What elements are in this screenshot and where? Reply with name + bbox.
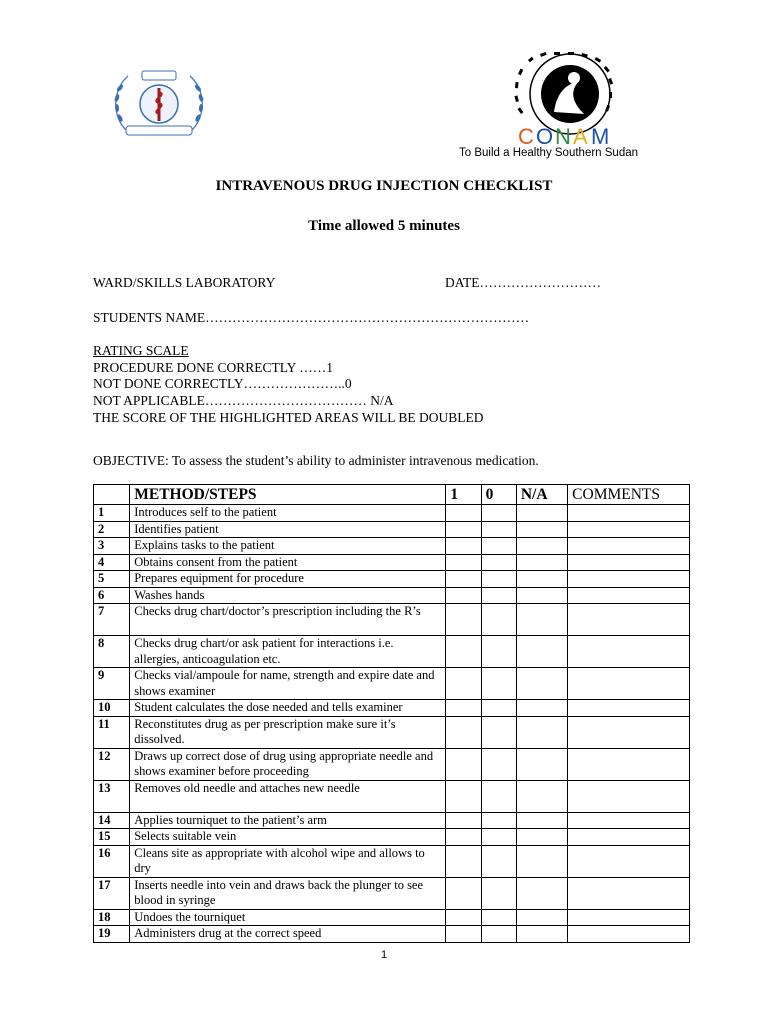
header-one: 1 bbox=[446, 485, 481, 505]
step-number: 6 bbox=[94, 587, 130, 604]
conam-logo bbox=[498, 52, 648, 152]
step-text: Checks vial/ampoule for name, strength and expire date and shows examiner bbox=[130, 668, 446, 700]
rating-line-correct: PROCEDURE DONE CORRECTLY ……1 bbox=[93, 360, 334, 375]
date-field: DATE……………………… bbox=[445, 275, 601, 290]
comments-cell[interactable] bbox=[568, 505, 690, 522]
table-header-row bbox=[94, 485, 690, 505]
rating-line-na: NOT APPLICABLE……………………………… N/A bbox=[93, 393, 394, 408]
score-zero-cell[interactable] bbox=[481, 538, 516, 555]
score-zero-cell[interactable] bbox=[481, 909, 516, 926]
step-text: Washes hands bbox=[130, 587, 446, 604]
score-zero-cell[interactable] bbox=[481, 780, 516, 812]
comments-cell[interactable] bbox=[568, 780, 690, 812]
score-zero-cell[interactable] bbox=[481, 554, 516, 571]
header-na: N/A bbox=[516, 485, 567, 505]
score-one-cell[interactable] bbox=[446, 829, 481, 846]
document-title: INTRAVENOUS DRUG INJECTION CHECKLIST bbox=[215, 178, 553, 194]
score-na-cell[interactable] bbox=[516, 636, 567, 668]
comments-cell[interactable] bbox=[568, 571, 690, 588]
step-number: 16 bbox=[94, 845, 130, 877]
step-number: 17 bbox=[94, 877, 130, 909]
step-text: Administers drug at the correct speed bbox=[130, 926, 446, 943]
score-na-cell[interactable] bbox=[516, 668, 567, 700]
svg-text:O: O bbox=[536, 124, 555, 149]
score-na-cell[interactable] bbox=[516, 829, 567, 846]
rating-line-doubled: THE SCORE OF THE HIGHLIGHTED AREAS WILL BE DOUBLED bbox=[93, 410, 484, 425]
score-zero-cell[interactable] bbox=[481, 668, 516, 700]
page-number: 1 bbox=[380, 949, 388, 961]
score-na-cell[interactable] bbox=[516, 877, 567, 909]
svg-text:A: A bbox=[573, 124, 589, 149]
table-row bbox=[94, 604, 690, 636]
comments-cell[interactable] bbox=[568, 812, 690, 829]
step-text: Cleans site as appropriate with alcohol wipe and allows to dry bbox=[130, 845, 446, 877]
comments-cell[interactable] bbox=[568, 587, 690, 604]
score-zero-cell[interactable] bbox=[481, 845, 516, 877]
svg-text:C: C bbox=[518, 124, 535, 149]
score-one-cell[interactable] bbox=[446, 909, 481, 926]
score-one-cell[interactable] bbox=[446, 521, 481, 538]
students-name-field: STUDENTS NAME……………………………………………………………… bbox=[93, 310, 530, 325]
comments-cell[interactable] bbox=[568, 521, 690, 538]
score-zero-cell[interactable] bbox=[481, 812, 516, 829]
header-number bbox=[94, 485, 130, 505]
objective: OBJECTIVE: To assess the student’s ability to administer intravenous medication. bbox=[93, 453, 539, 468]
step-number: 10 bbox=[94, 700, 130, 717]
step-text: Introduces self to the patient bbox=[130, 505, 446, 522]
table-row bbox=[94, 780, 690, 812]
score-na-cell[interactable] bbox=[516, 748, 567, 780]
step-number: 7 bbox=[94, 604, 130, 636]
score-zero-cell[interactable] bbox=[481, 877, 516, 909]
score-zero-cell[interactable] bbox=[481, 636, 516, 668]
step-number: 13 bbox=[94, 780, 130, 812]
table-row bbox=[94, 716, 690, 748]
step-text: Identifies patient bbox=[130, 521, 446, 538]
score-na-cell[interactable] bbox=[516, 521, 567, 538]
checklist-table bbox=[93, 484, 690, 943]
svg-text:N: N bbox=[555, 124, 572, 149]
score-one-cell[interactable] bbox=[446, 668, 481, 700]
step-number: 1 bbox=[94, 505, 130, 522]
step-text: Inserts needle into vein and draws back the plunger to see blood in syringe bbox=[130, 877, 446, 909]
score-zero-cell[interactable] bbox=[481, 571, 516, 588]
step-number: 14 bbox=[94, 812, 130, 829]
score-na-cell[interactable] bbox=[516, 554, 567, 571]
step-text: Applies tourniquet to the patient’s arm bbox=[130, 812, 446, 829]
step-text: Obtains consent from the patient bbox=[130, 554, 446, 571]
step-text: Selects suitable vein bbox=[130, 829, 446, 846]
comments-cell[interactable] bbox=[568, 829, 690, 846]
comments-cell[interactable] bbox=[568, 554, 690, 571]
step-number: 3 bbox=[94, 538, 130, 555]
comments-cell[interactable] bbox=[568, 845, 690, 877]
score-one-cell[interactable] bbox=[446, 505, 481, 522]
score-na-cell[interactable] bbox=[516, 926, 567, 943]
score-zero-cell[interactable] bbox=[481, 521, 516, 538]
step-number: 9 bbox=[94, 668, 130, 700]
header-steps: METHOD/STEPS bbox=[130, 485, 446, 505]
score-one-cell[interactable] bbox=[446, 877, 481, 909]
score-na-cell[interactable] bbox=[516, 700, 567, 717]
table-row bbox=[94, 845, 690, 877]
step-text: Removes old needle and attaches new needle bbox=[130, 780, 446, 812]
score-one-cell[interactable] bbox=[446, 538, 481, 555]
step-text: Prepares equipment for procedure bbox=[130, 571, 446, 588]
score-zero-cell[interactable] bbox=[481, 829, 516, 846]
score-na-cell[interactable] bbox=[516, 538, 567, 555]
ministry-of-health-logo bbox=[108, 68, 210, 140]
score-one-cell[interactable] bbox=[446, 926, 481, 943]
table-row bbox=[94, 668, 690, 700]
table-row bbox=[94, 554, 690, 571]
step-number: 15 bbox=[94, 829, 130, 846]
step-text: Draws up correct dose of drug using appropriate needle and shows examiner before proceeding bbox=[130, 748, 446, 780]
header-zero: 0 bbox=[481, 485, 516, 505]
score-na-cell[interactable] bbox=[516, 909, 567, 926]
score-one-cell[interactable] bbox=[446, 604, 481, 636]
score-zero-cell[interactable] bbox=[481, 505, 516, 522]
comments-cell[interactable] bbox=[568, 538, 690, 555]
score-zero-cell[interactable] bbox=[481, 716, 516, 748]
step-text: Student calculates the dose needed and tells examiner bbox=[130, 700, 446, 717]
score-zero-cell[interactable] bbox=[481, 926, 516, 943]
step-text: Checks drug chart/doctor’s prescription including the R’s bbox=[130, 604, 446, 636]
step-number: 19 bbox=[94, 926, 130, 943]
step-number: 2 bbox=[94, 521, 130, 538]
score-one-cell[interactable] bbox=[446, 554, 481, 571]
score-zero-cell[interactable] bbox=[481, 700, 516, 717]
score-zero-cell[interactable] bbox=[481, 604, 516, 636]
table-row bbox=[94, 505, 690, 522]
table-row bbox=[94, 571, 690, 588]
comments-cell[interactable] bbox=[568, 716, 690, 748]
table-row bbox=[94, 829, 690, 846]
table-row bbox=[94, 877, 690, 909]
rating-line-incorrect: NOT DONE CORRECTLY…………………..0 bbox=[93, 376, 352, 391]
table-row bbox=[94, 926, 690, 943]
score-zero-cell[interactable] bbox=[481, 587, 516, 604]
comments-cell[interactable] bbox=[568, 877, 690, 909]
step-text: Undoes the tourniquet bbox=[130, 909, 446, 926]
step-number: 12 bbox=[94, 748, 130, 780]
score-na-cell[interactable] bbox=[516, 571, 567, 588]
score-na-cell[interactable] bbox=[516, 587, 567, 604]
score-na-cell[interactable] bbox=[516, 845, 567, 877]
comments-cell[interactable] bbox=[568, 636, 690, 668]
table-row bbox=[94, 748, 690, 780]
comments-cell[interactable] bbox=[568, 604, 690, 636]
score-na-cell[interactable] bbox=[516, 716, 567, 748]
rating-scale-heading: RATING SCALE bbox=[93, 343, 189, 358]
score-one-cell[interactable] bbox=[446, 716, 481, 748]
step-number: 8 bbox=[94, 636, 130, 668]
step-text: Checks drug chart/or ask patient for interactions i.e. allergies, anticoagulation etc. bbox=[130, 636, 446, 668]
score-na-cell[interactable] bbox=[516, 812, 567, 829]
score-na-cell[interactable] bbox=[516, 505, 567, 522]
comments-cell[interactable] bbox=[568, 668, 690, 700]
step-text: Reconstitutes drug as per prescription make sure it’s dissolved. bbox=[130, 716, 446, 748]
step-number: 5 bbox=[94, 571, 130, 588]
score-one-cell[interactable] bbox=[446, 845, 481, 877]
step-number: 18 bbox=[94, 909, 130, 926]
comments-cell[interactable] bbox=[568, 926, 690, 943]
tagline: To Build a Healthy Southern Sudan bbox=[459, 147, 639, 159]
ward-field: WARD/SKILLS LABORATORY bbox=[93, 275, 276, 290]
header-comments: COMMENTS bbox=[568, 485, 690, 505]
table-row bbox=[94, 587, 690, 604]
score-one-cell[interactable] bbox=[446, 571, 481, 588]
score-one-cell[interactable] bbox=[446, 587, 481, 604]
time-allowed: Time allowed 5 minutes bbox=[308, 218, 460, 234]
table-row bbox=[94, 538, 690, 555]
score-one-cell[interactable] bbox=[446, 748, 481, 780]
score-one-cell[interactable] bbox=[446, 700, 481, 717]
step-text: Explains tasks to the patient bbox=[130, 538, 446, 555]
score-one-cell[interactable] bbox=[446, 636, 481, 668]
table-row bbox=[94, 521, 690, 538]
score-na-cell[interactable] bbox=[516, 604, 567, 636]
score-zero-cell[interactable] bbox=[481, 748, 516, 780]
comments-cell[interactable] bbox=[568, 909, 690, 926]
step-number: 11 bbox=[94, 716, 130, 748]
comments-cell[interactable] bbox=[568, 748, 690, 780]
svg-text:M: M bbox=[591, 124, 611, 149]
score-one-cell[interactable] bbox=[446, 780, 481, 812]
table-row bbox=[94, 812, 690, 829]
table-row bbox=[94, 700, 690, 717]
score-one-cell[interactable] bbox=[446, 812, 481, 829]
table-row bbox=[94, 636, 690, 668]
step-number: 4 bbox=[94, 554, 130, 571]
score-na-cell[interactable] bbox=[516, 780, 567, 812]
table-row bbox=[94, 909, 690, 926]
comments-cell[interactable] bbox=[568, 700, 690, 717]
